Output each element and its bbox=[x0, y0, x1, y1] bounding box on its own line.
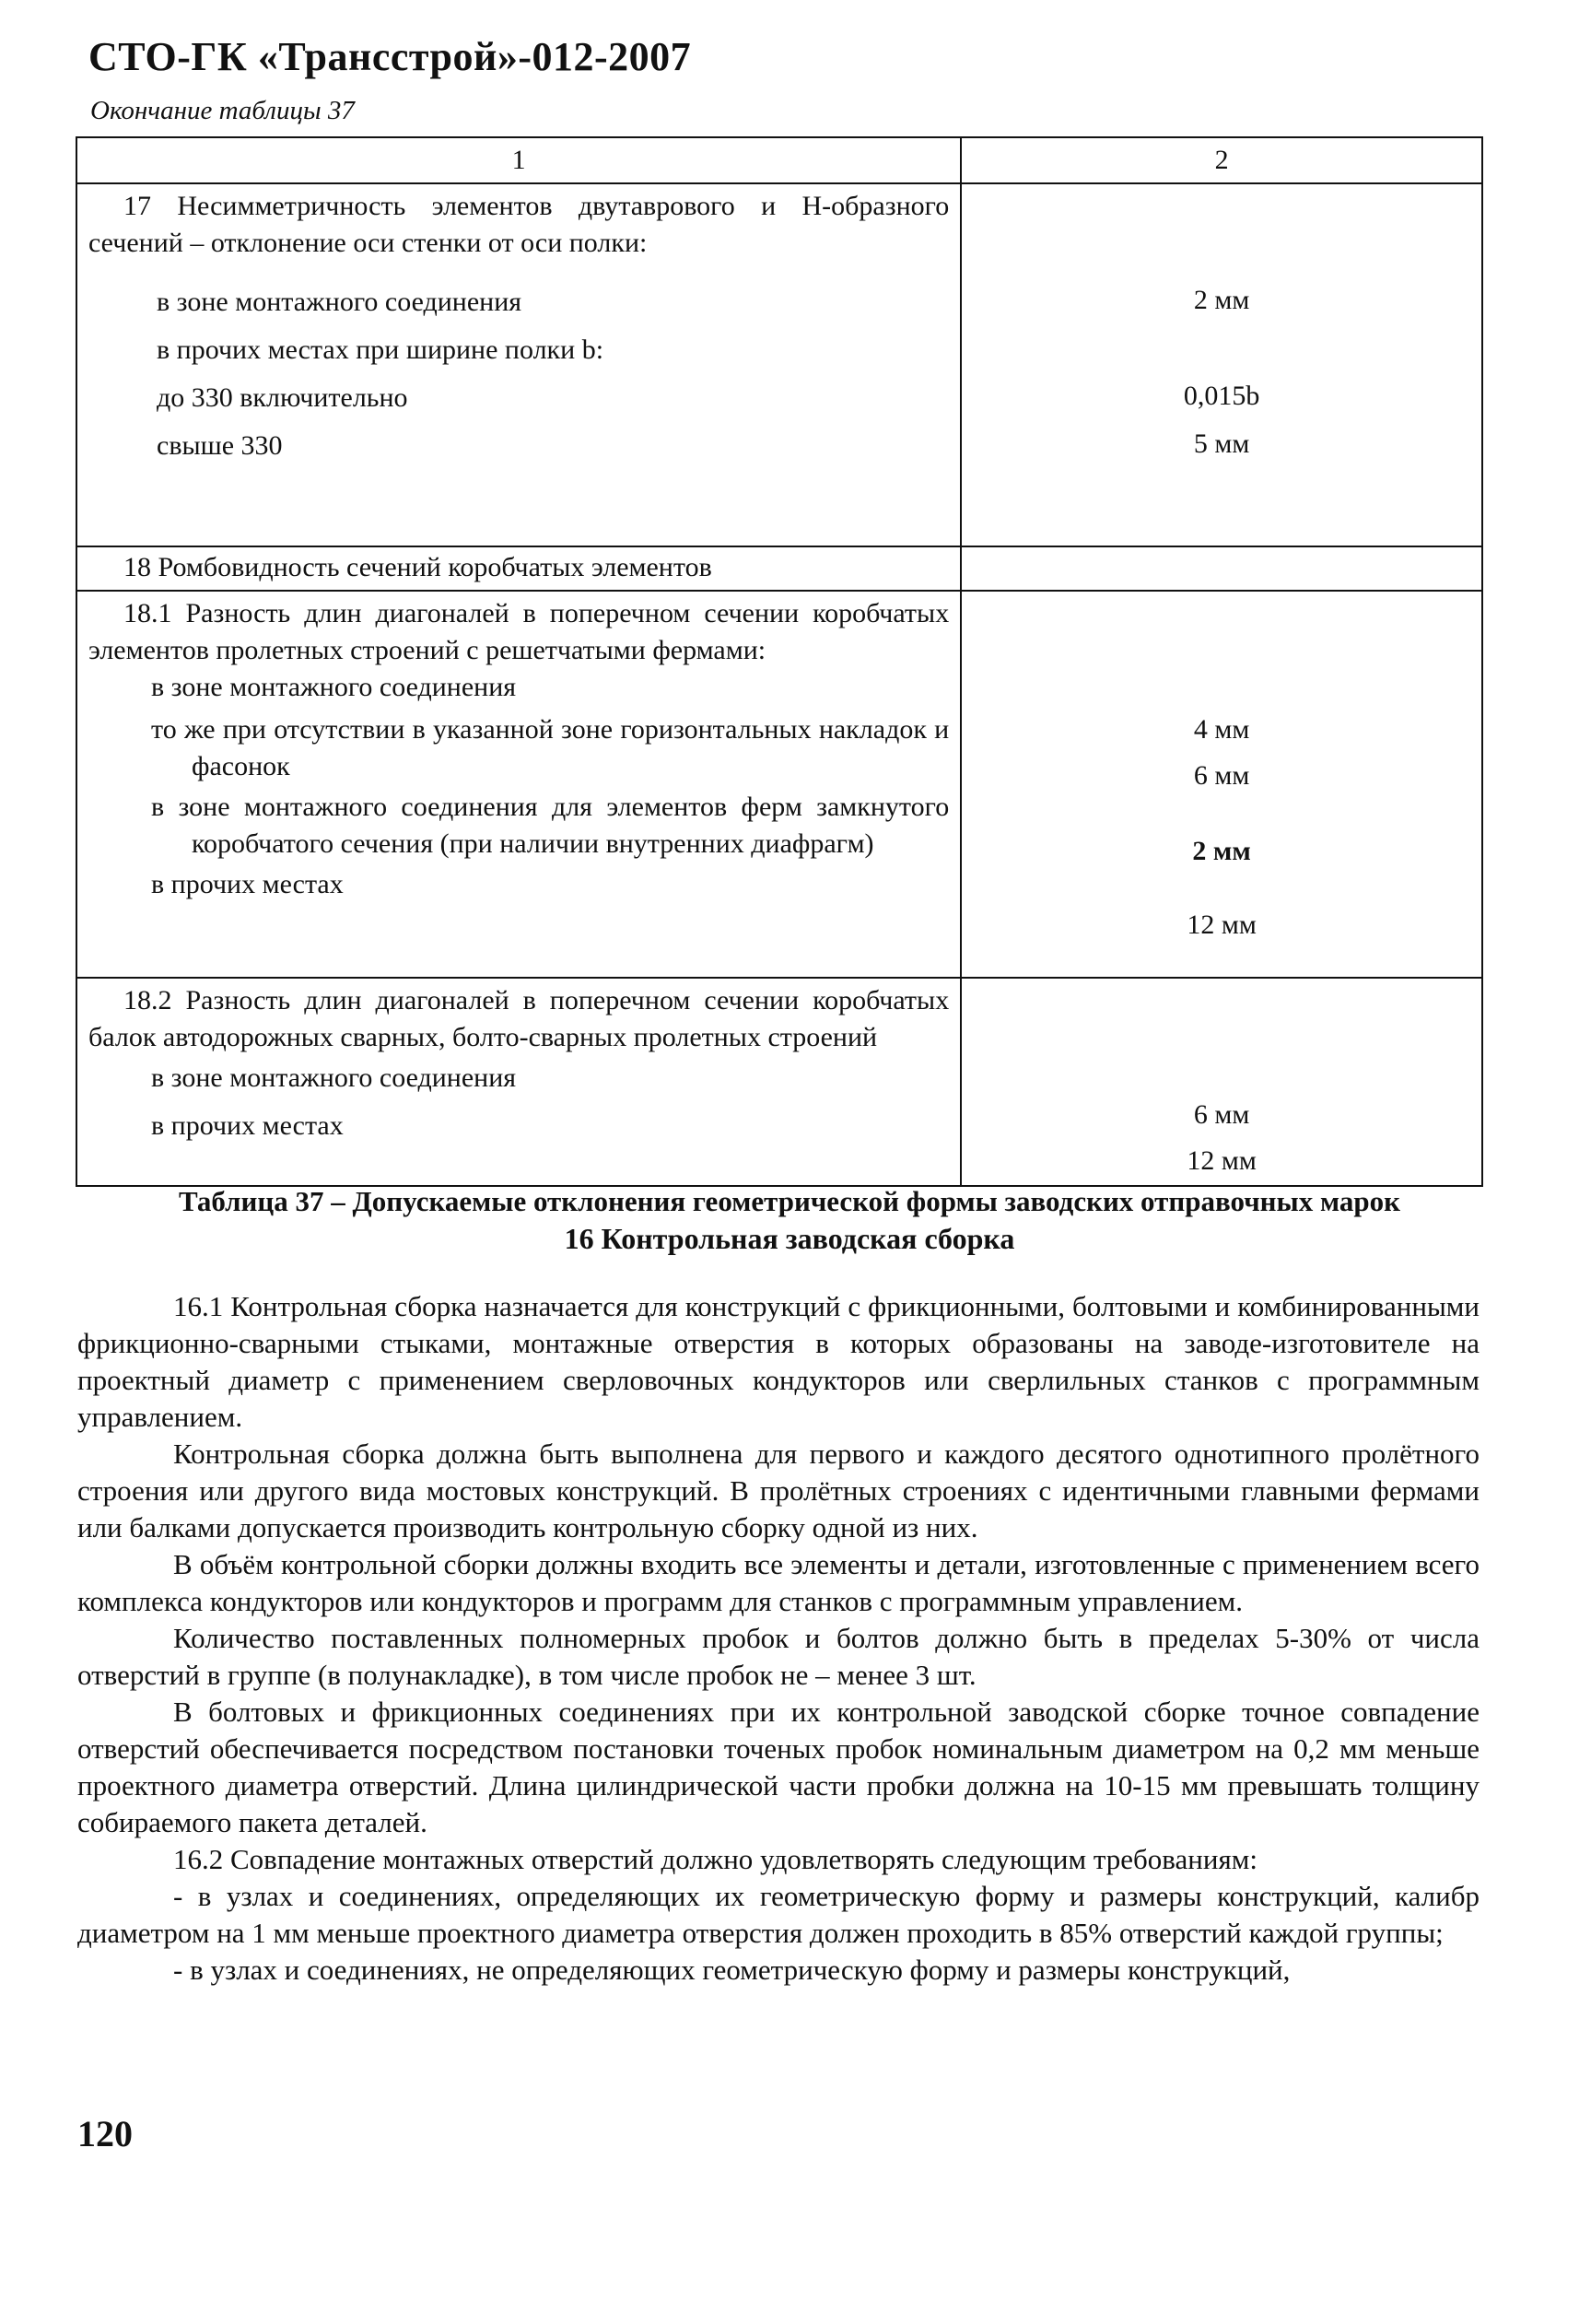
table-header-row bbox=[76, 137, 1482, 183]
paragraph: Количество поставленных полномерных пробок и болтов должно быть в пределах 5-30% от числа отверстий в группе (в полунакладке), в том числе пробок не – менее 3 шт. bbox=[77, 1622, 1480, 1691]
row-17-value-1: 2 мм bbox=[1193, 285, 1250, 315]
table-row-18 bbox=[76, 546, 1482, 591]
row-17-sub-2: в прочих местах при ширине полки b: bbox=[157, 335, 604, 365]
table-caption: Таблица 37 – Допускаемые отклонения геометрической формы заводских отправочных марок bbox=[178, 1185, 1401, 1217]
row-18-1-value-4: 12 мм bbox=[1187, 910, 1257, 940]
row-17-value-4: 5 мм bbox=[1193, 428, 1250, 459]
document-code: СТО-ГК «Трансстрой»-012-2007 bbox=[88, 34, 692, 79]
row-18-1-sub-4: в прочих местах bbox=[151, 869, 344, 899]
row-18-2-sub-2: в прочих местах bbox=[151, 1110, 344, 1141]
row-18-1-value-1: 4 мм bbox=[1193, 714, 1250, 745]
row-18-2-value-2: 12 мм bbox=[1187, 1145, 1257, 1176]
table-continuation-label: Окончание таблицы 37 bbox=[90, 96, 355, 125]
body-text bbox=[77, 1288, 1480, 1989]
row-18-1-title: 18.1 Разность длин диагоналей в поперечном сечении коробчатых элементов пролетных строений с решетчатыми фермами: bbox=[88, 598, 950, 665]
section-title: 16 Контрольная заводская сборка bbox=[564, 1222, 1015, 1255]
list-item: - в узлах и соединениях, определяющих их геометрическую форму и размеры конструкций, калибр диаметром на 1 мм меньше проектного диаметра отверстия должен проходить в 85% отверстий каждой группы; bbox=[77, 1880, 1480, 1949]
row-18-2-value-1: 6 мм bbox=[1193, 1099, 1250, 1130]
page-number: 120 bbox=[77, 2113, 133, 2154]
deviations-table bbox=[76, 136, 1483, 1187]
row-17-title: 17 Несимметричность элементов двутаврового и Н-образного сечений – отклонение оси стенки от оси полки: bbox=[88, 191, 950, 258]
row-18-1-value-3: 2 мм bbox=[1192, 836, 1251, 866]
row-18-1-sub-3: в зоне монтажного соединения для элементов ферм замкнутого коробчатого сечения (при наличии внутренних диафрагм) bbox=[151, 792, 950, 859]
paragraph-16-1: 16.1 Контрольная сборка назначается для конструкций с фрикционными, болтовыми и комбинированными фрикционно-сварными стыками, монтажные отверстия в которых образованы на заводе-изготовителе на проектный диаметр с применением сверловочных кондукторов или сверлильных станков с программным управлением. bbox=[77, 1290, 1480, 1433]
row-18-1-sub-2: то же при отсутствии в указанной зоне горизонтальных накладок и фасонок bbox=[151, 714, 950, 781]
row-18-1-sub-1: в зоне монтажного соединения bbox=[151, 672, 517, 702]
table-row-18-2 bbox=[76, 978, 1482, 1186]
row-17-value-3: 0,015b bbox=[1183, 381, 1260, 411]
row-18-1-value-2: 6 мм bbox=[1193, 760, 1250, 791]
paragraph-16-2: 16.2 Совпадение монтажных отверстий должно удовлетворять следующим требованиям: bbox=[173, 1843, 1257, 1875]
column-header-2: 2 bbox=[961, 137, 1482, 183]
row-18-title: 18 Ромбовидность сечений коробчатых элементов bbox=[123, 552, 712, 582]
list-item: - в узлах и соединениях, не определяющих геометрическую форму и размеры конструкций, bbox=[173, 1954, 1291, 1986]
row-17-sub-1: в зоне монтажного соединения bbox=[157, 287, 522, 317]
row-17-sub-4: свыше 330 bbox=[157, 430, 283, 461]
row-17-sub-3: до 330 включительно bbox=[157, 382, 408, 413]
table-row-17 bbox=[76, 183, 1482, 546]
paragraph: В болтовых и фрикционных соединениях при их контрольной заводской сборке точное совпадение отверстий обеспечивается посредством постановки точеных пробок номинальным диаметром на 0,2 мм меньше проектного диаметра отверстий. Длина цилиндрической части пробки должна на 10-15 мм превышать толщину собираемого пакета деталей. bbox=[77, 1696, 1480, 1838]
row-18-2-title: 18.2 Разность длин диагоналей в поперечном сечении коробчатых балок автодорожных сварных, болто-сварных пролетных строений bbox=[88, 985, 950, 1052]
row-18-2-sub-1: в зоне монтажного соединения bbox=[151, 1062, 517, 1093]
table-row-18-1 bbox=[76, 591, 1482, 978]
column-header-1: 1 bbox=[76, 137, 961, 183]
paragraph: Контрольная сборка должна быть выполнена для первого и каждого десятого однотипного пролётного строения или другого вида мостовых конструкций. В пролётных строениях с идентичными главными фермами или балками допускается производить контрольную сборку одной из них. bbox=[77, 1438, 1480, 1543]
paragraph: В объём контрольной сборки должны входить все элементы и детали, изготовленные с применением всего комплекса кондукторов или кондукторов и программ для станков с программным управлением. bbox=[77, 1548, 1480, 1617]
